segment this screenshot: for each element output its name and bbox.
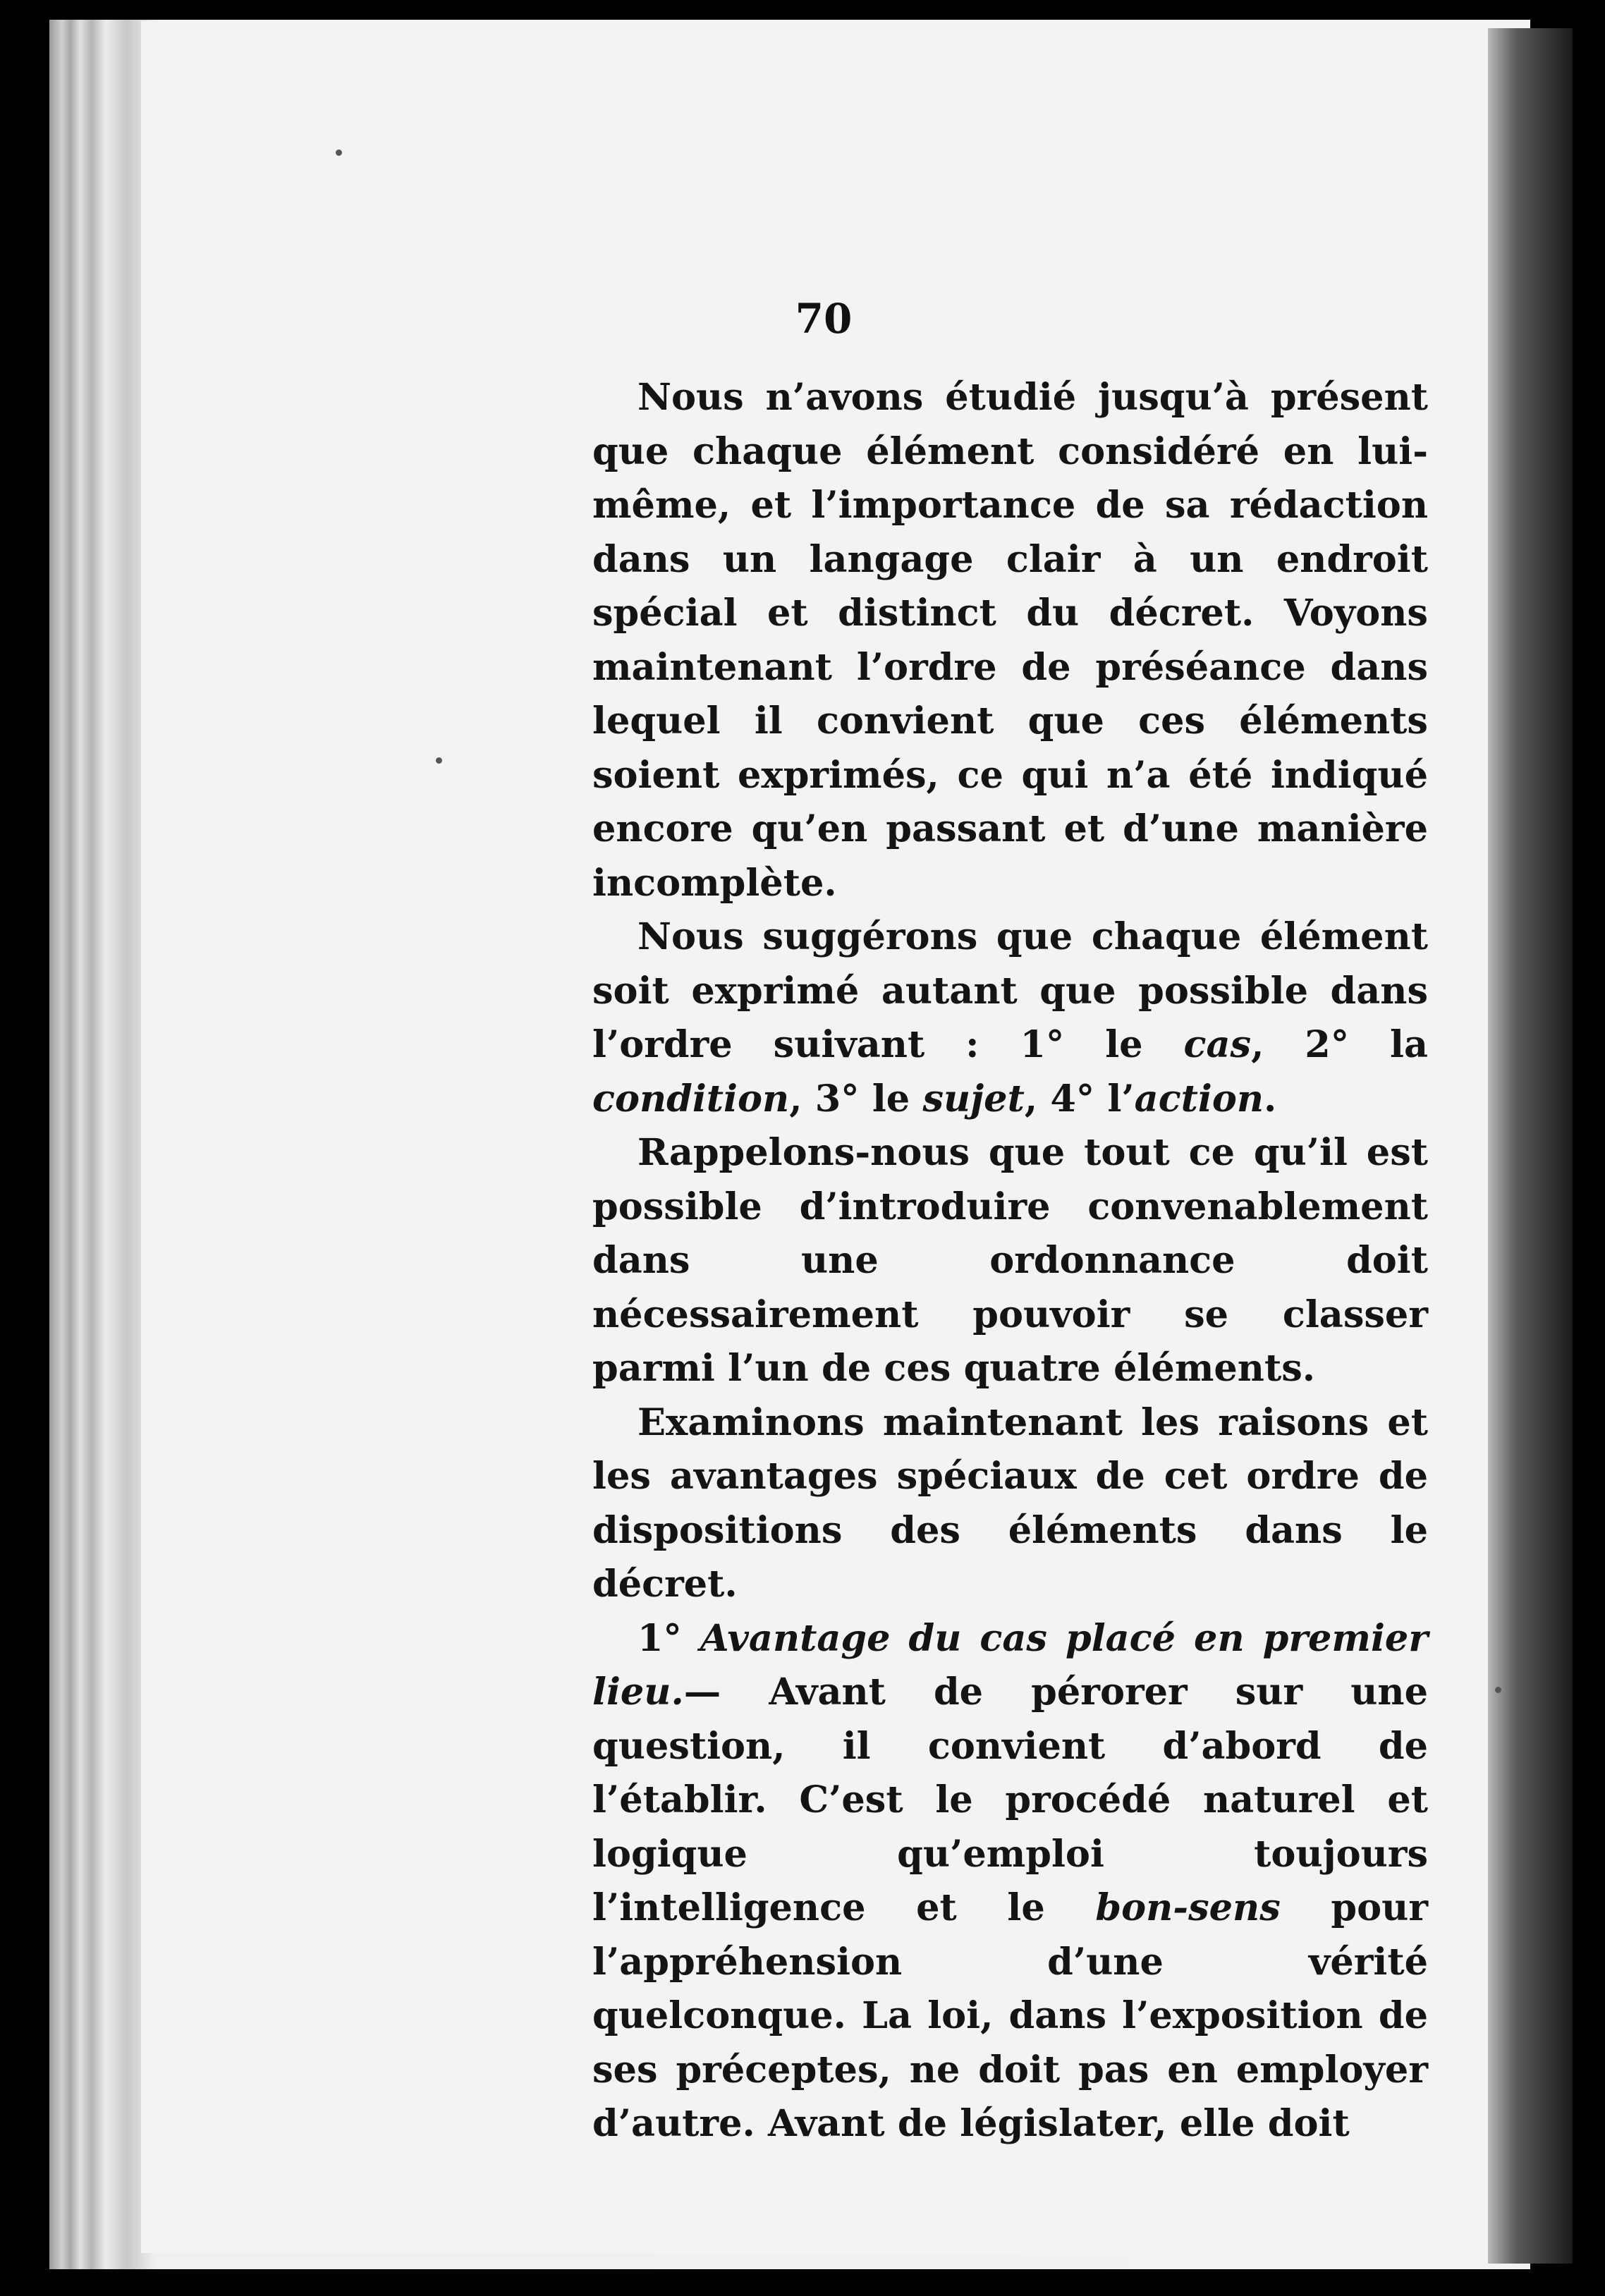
text-run: Nous suggérons que chaque élément soit exprimé autant que possible dans l’ordre suivant : 1° le (592, 915, 1428, 1066)
body-text (592, 371, 1428, 2151)
text-run: — Avant de pérorer sur une question, il convient d’abord de l’établir. C’est le procédé naturel et logique qu’emploi toujours l’intelligence et le (592, 1671, 1428, 1929)
text-run: Nous n’avons étudié jusqu’à présent que chaque élément considéré en lui-même, et l’importance de sa rédaction dans un langage clair à un endroit spécial et distinct du décret. Voyons maintenant l’ordre de préséance dans lequel il convient que ces éléments soient exprimés, ce qui n’a été indiqué encore qu’en passant et d’une manière incomplète. (592, 376, 1428, 905)
italic-run: sujet (922, 1077, 1025, 1120)
text-run: . (1264, 1077, 1277, 1120)
speck (1495, 1687, 1501, 1693)
text-run: , 4° l’ (1024, 1077, 1135, 1120)
text-run: , 2° la (1251, 1023, 1428, 1066)
text-run: Examinons maintenant les raisons et les avantages spéciaux de cet ordre de dispositions des éléments dans le décret. (592, 1400, 1428, 1606)
text-run: , 3° le (789, 1077, 923, 1120)
paragraph (592, 1396, 1428, 1612)
paragraph (592, 371, 1428, 910)
italic-run: condition (592, 1077, 790, 1120)
page-curl-shadow (1488, 28, 1573, 2264)
text-run: Rappelons-nous que tout ce qu’il est possible d’introduire convenablement dans une ordonnance doit nécessairement pouvoir se classer parmi l’un de ces quatre éléments. (592, 1131, 1428, 1390)
text-run: 1° (637, 1616, 700, 1660)
paragraph (592, 1126, 1428, 1396)
italic-run: cas (1183, 1023, 1252, 1066)
speck (336, 149, 342, 156)
italic-run: Avantage du cas placé en premier lieu. (592, 1616, 1428, 1714)
text-run: pour l’appréhension d’une vérité quelconque. La loi, dans l’exposition de ses préceptes, ne doit pas en employer d’autre. Avant de législater, elle doit (592, 1886, 1428, 2145)
paragraph (592, 910, 1428, 1126)
italic-run: bon-sens (1095, 1886, 1281, 1929)
speck (436, 757, 442, 764)
page-number: 70 (795, 295, 853, 343)
paragraph (592, 1612, 1428, 2151)
italic-run: action (1134, 1077, 1264, 1120)
